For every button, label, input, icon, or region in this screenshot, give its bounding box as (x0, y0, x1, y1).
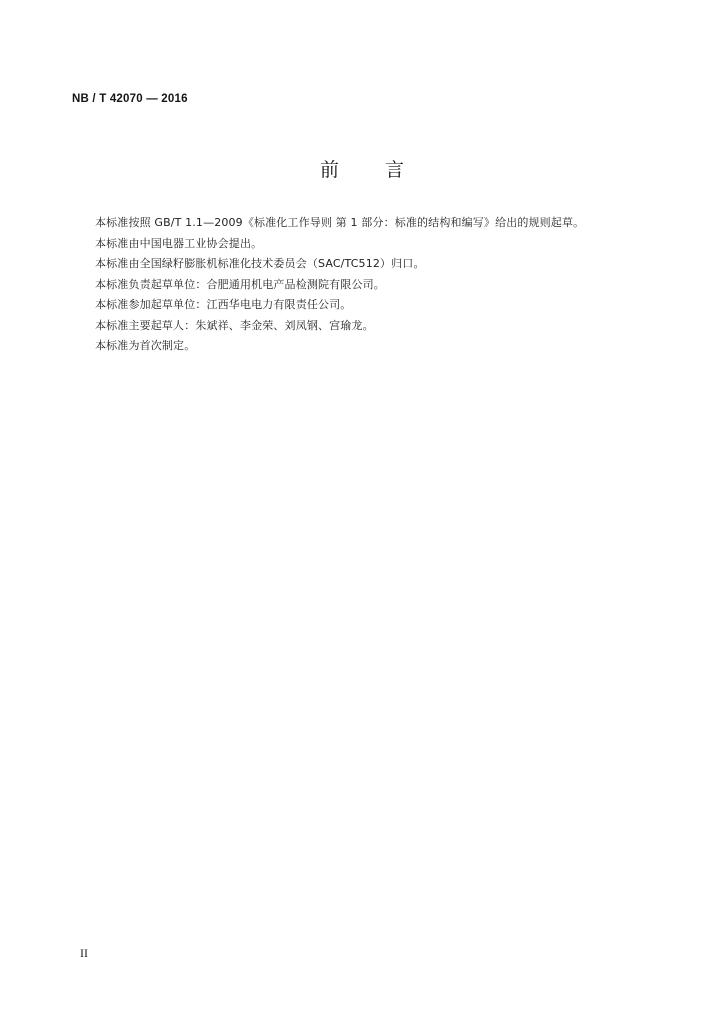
foreword-paragraph: 本标准负责起草单位：合肥通用机电产品检测院有限公司。 (95, 277, 385, 291)
standard-number-header: NB / T 42070 — 2016 (72, 93, 188, 105)
page-title-char-2: 言 (385, 159, 405, 181)
foreword-paragraph: 本标准为首次制定。 (95, 339, 196, 352)
foreword-body (95, 213, 685, 357)
foreword-paragraph: 本标准由全国绿籽膨胀机标准化技术委员会（SAC/TC512）归口。 (95, 257, 425, 270)
foreword-paragraph: 本标准按照 GB/T 1.1—2009《标准化工作导则 第 1 部分：标准的结构和编写》给出的规则起草。 (95, 216, 585, 229)
page-title-char-1: 前 (319, 159, 339, 181)
page-number: II (80, 946, 88, 960)
foreword-paragraph: 本标准由中国电器工业协会提出。 (95, 236, 263, 250)
foreword-paragraph: 本标准参加起草单位：江西华电电力有限责任公司。 (95, 298, 352, 311)
page-title (0, 155, 724, 182)
foreword-paragraph: 本标准主要起草人：朱斌祥、李金荣、刘凤钢、宫瑜龙。 (95, 318, 374, 332)
